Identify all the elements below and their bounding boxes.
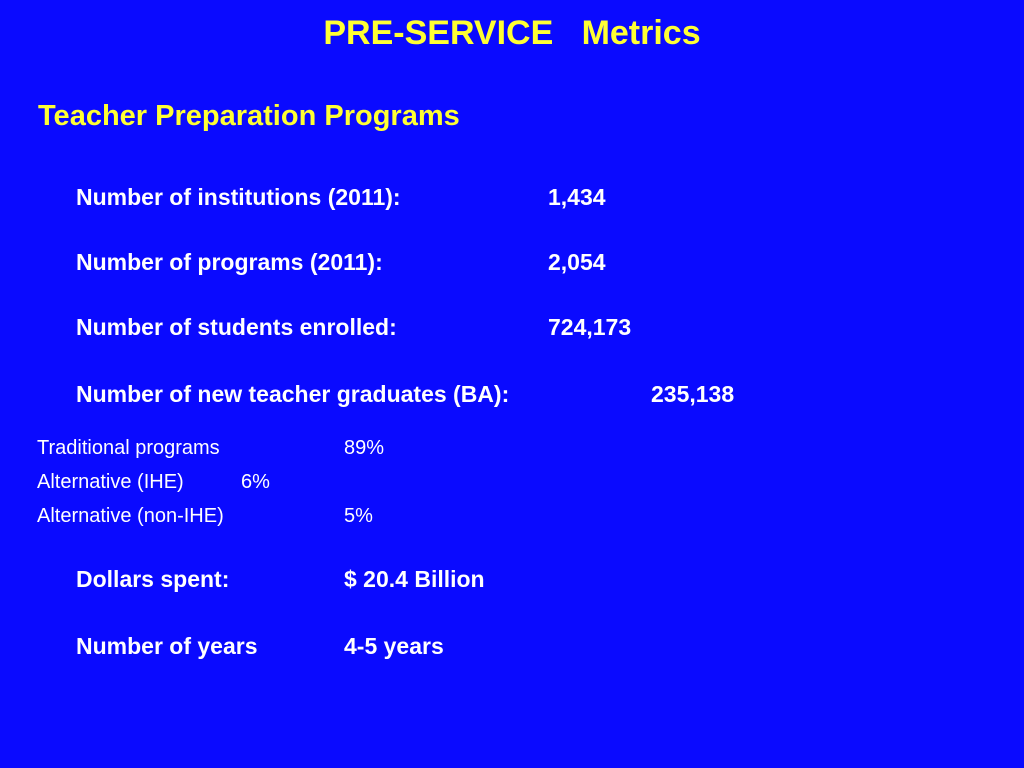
metric-value: $ 20.4 Billion <box>344 566 485 592</box>
metric-value: 1,434 <box>548 184 606 210</box>
breakdown-label: Traditional programs <box>37 437 220 459</box>
breakdown-label: Alternative (IHE) <box>37 471 184 493</box>
metric-label: Dollars spent: <box>76 566 230 592</box>
metric-value: 4-5 years <box>344 633 444 659</box>
metric-value: 235,138 <box>651 381 735 407</box>
metric-label: Number of new teacher graduates (BA): <box>76 381 510 407</box>
metric-label: Number of students enrolled: <box>76 314 397 340</box>
breakdown-label: Alternative (non-IHE) <box>37 505 224 527</box>
metric-value: 2,054 <box>548 249 606 275</box>
section-heading: Teacher Preparation Programs <box>38 100 460 132</box>
metric-label: Number of programs (2011): <box>76 249 383 275</box>
metric-value: 724,173 <box>548 314 632 340</box>
metric-label: Number of institutions (2011): <box>76 184 401 210</box>
breakdown-value: 89% <box>344 437 385 459</box>
breakdown-value: 5% <box>344 505 373 527</box>
metric-label: Number of years <box>76 633 258 659</box>
slide-title: PRE-SERVICE Metrics <box>323 14 701 52</box>
breakdown-value: 6% <box>241 471 270 493</box>
